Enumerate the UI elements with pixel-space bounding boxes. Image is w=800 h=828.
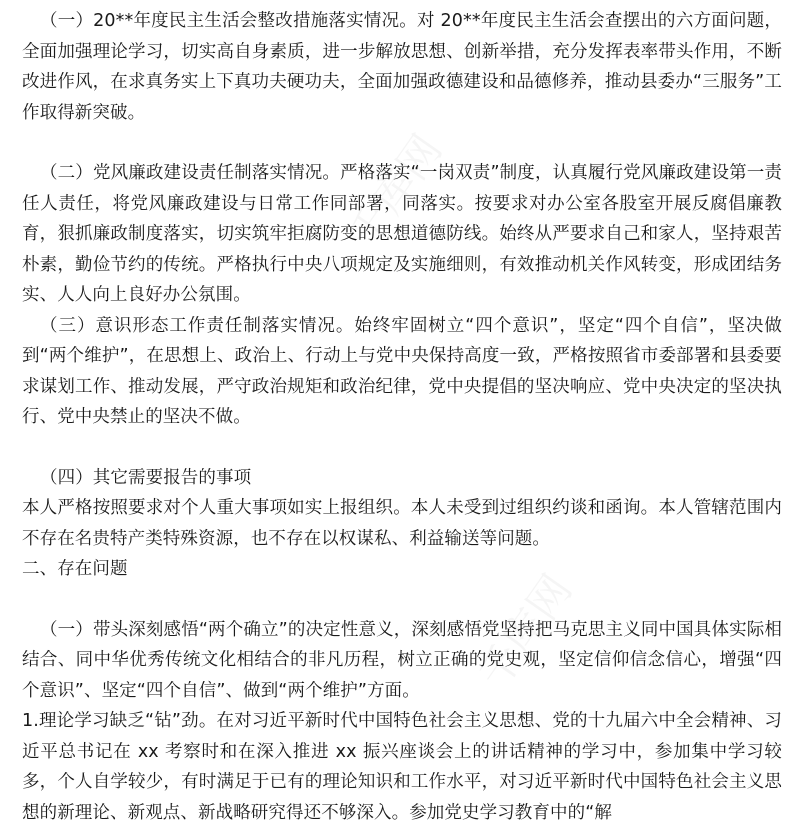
- section-heading-problems: 二、存在问题: [22, 559, 128, 579]
- spacer: [22, 128, 782, 158]
- spacer: [22, 433, 782, 463]
- paragraph-democratic-life-meeting: （一）20**年度民主生活会整改措施落实情况。对 20**年度民主生活会查摆出的六方面问题，全面加强理论学习，切实高自身素质，进一步解放思想、创新举措，充分发挥表率带头作用，不断改进作风，在求真务实上下真功夫硬功夫，全面加强政德建设和品德修养，推动县委办“三服务”工作取得新突破。: [22, 11, 782, 123]
- paragraph-two-establishments: （一）带头深刻感悟“两个确立”的决定性意义，深刻感悟党坚持把马克思主义同中国具体实际相结合、同中华优秀传统文化相结合的非凡历程，树立正确的党史观，坚定信仰信念信心，增强“四个意识”、坚定“四个自信”、做到“两个维护”方面。: [22, 619, 782, 701]
- paragraph-party-integrity: （二）党风廉政建设责任制落实情况。严格落实“一岗双责”制度，认真履行党风廉政建设第一责任人责任，将党风廉政建设与日常工作同部署，同落实。按要求对办公室各股室开展反腐倡廉教育，狠抓廉政制度落实，切实筑牢拒腐防变的思想道德防线。始终从严要求自己和家人，坚持艰苦朴素，勤俭节约的传统。严格执行中央八项规定及实施细则，有效推动机关作风转变，形成团结务实、人人向上良好办公氛围。: [22, 163, 782, 305]
- watermark-1: 千库网: [338, 125, 452, 258]
- paragraph-other-matters-heading: （四）其它需要报告的事项: [40, 467, 252, 488]
- paragraph-ideology-responsibility: （三）意识形态工作责任制落实情况。始终牢固树立“四个意识”，坚定“四个自信”，坚决做到“两个维护”，在思想上、政治上、行动上与党中央保持高度一致，严格按照省市委部署和县委要求谋划工作、推动发展，严守政治规矩和政治纪律，党中央提倡的坚决响应、党中央决定的坚决执行、党中央禁止的坚决不做。: [22, 315, 782, 427]
- paragraph-personal-matters: 本人严格按照要求对个人重大事项如实上报组织。本人未受到过组织约谈和函询。本人管辖范围内不存在名贵特产类特殊资源，也不存在以权谋私、利益输送等问题。: [22, 498, 782, 549]
- watermark-2: 千库网: [468, 565, 582, 698]
- paragraph-theory-study: 1.理论学习缺乏“钻”劲。在对习近平新时代中国特色社会主义思想、党的十九届六中全会精神、习近平总书记在 xx 考察时和在深入推进 xx 振兴座谈会上的讲话精神的学习中，参加集中学习较多，个人自学较少，有时满足于已有的理论知识和工作水平，对习近平新时代中国特色社会主义思想的新理论、新观点、新战略研究得还不够深入。参加党史学习教育中的“解: [22, 711, 782, 823]
- spacer: [22, 585, 782, 615]
- document-body: [22, 6, 782, 828]
